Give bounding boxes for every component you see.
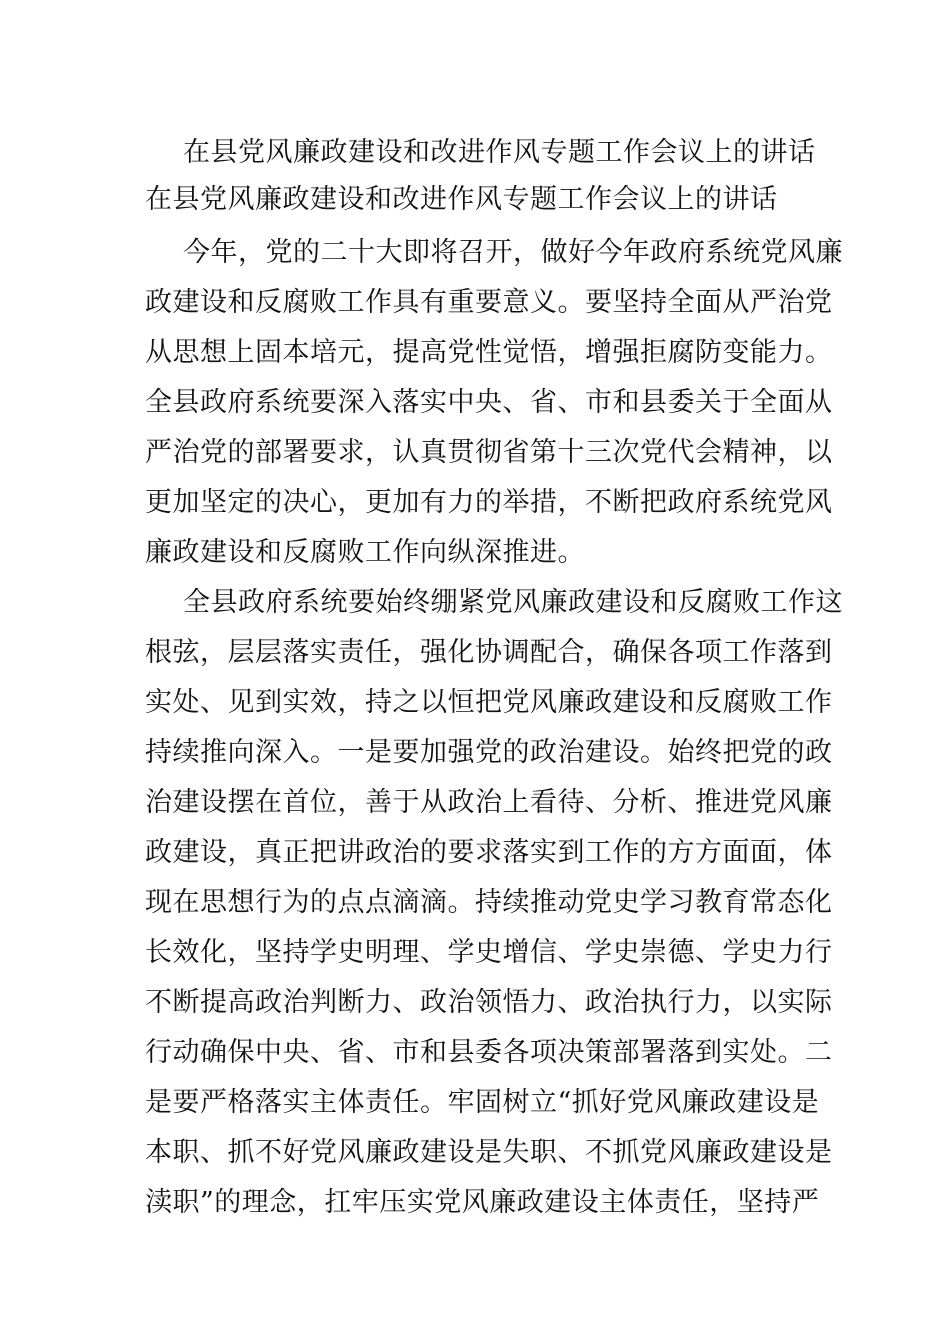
paragraph-1-line-7: 廉政建设和反腐败工作向纵深推进。	[145, 537, 585, 568]
paragraph-1-line-5: 严治党的部署要求，认真贯彻省第十三次党代会精神，以	[145, 437, 833, 468]
paragraph-2-line-3: 实处、见到实效，持之以恒把党风廉政建设和反腐败工作	[145, 687, 833, 718]
paragraph-2-line-7: 现在思想行为的点点滴滴。持续推动党史学习教育常态化	[145, 887, 833, 918]
paragraph-1-line-3: 从思想上固本培元，提高党性觉悟，增强拒腐防变能力。	[145, 337, 833, 368]
paragraph-1-line-4: 全县政府系统要深入落实中央、省、市和县委关于全面从	[145, 387, 833, 418]
paragraph-1-line-1: 今年，党的二十大即将召开，做好今年政府系统党风廉	[183, 237, 843, 268]
paragraph-2-line-11: 是要严格落实主体责任。牢固树立“抓好党风廉政建设是	[145, 1087, 820, 1118]
paragraph-1-line-6: 更加坚定的决心，更加有力的举措，不断把政府系统党风	[145, 487, 833, 518]
paragraph-2-line-2: 根弦，层层落实责任，强化协调配合，确保各项工作落到	[145, 637, 833, 668]
document-title-primary: 在县党风廉政建设和改进作风专题工作会议上的讲话	[183, 137, 816, 168]
paragraph-2-line-13: 渎职”的理念，扛牢压实党风廉政建设主体责任，坚持严	[145, 1187, 820, 1218]
paragraph-2-line-8: 长效化，坚持学史明理、学史增信、学史崇德、学史力行	[145, 937, 833, 968]
paragraph-2-line-5: 治建设摆在首位，善于从政治上看待、分析、推进党风廉	[145, 787, 833, 818]
document-title-secondary: 在县党风廉政建设和改进作风专题工作会议上的讲话	[145, 184, 778, 215]
paragraph-2-line-10: 行动确保中央、省、市和县委各项决策部署落到实处。二	[145, 1037, 833, 1068]
paragraph-1-line-2: 政建设和反腐败工作具有重要意义。要坚持全面从严治党	[145, 287, 833, 318]
paragraph-2-line-4: 持续推向深入。一是要加强党的政治建设。始终把党的政	[145, 737, 833, 768]
paragraph-2-line-9: 不断提高政治判断力、政治领悟力、政治执行力，以实际	[145, 987, 833, 1018]
paragraph-2-line-6: 政建设，真正把讲政治的要求落实到工作的方方面面，体	[145, 837, 833, 868]
paragraph-2-line-1: 全县政府系统要始终绷紧党风廉政建设和反腐败工作这	[183, 587, 843, 618]
paragraph-2-line-12: 本职、抓不好党风廉政建设是失职、不抓党风廉政建设是	[145, 1137, 833, 1168]
